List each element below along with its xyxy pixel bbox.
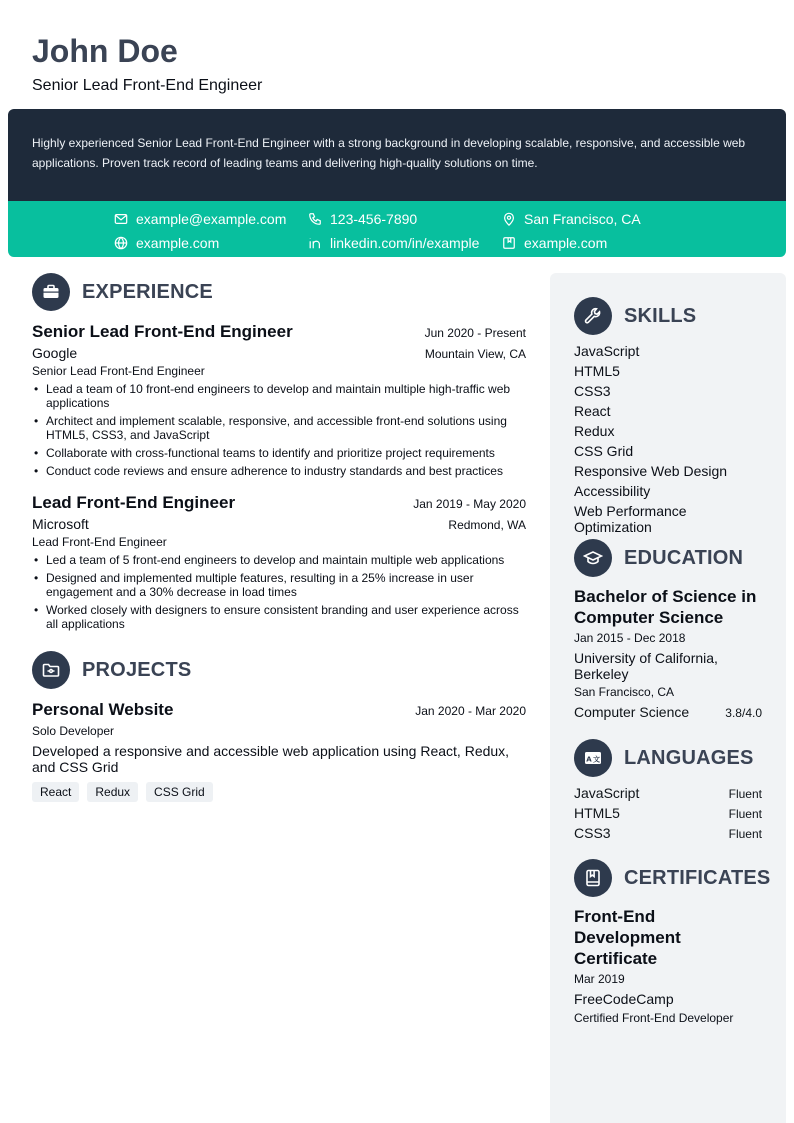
education-gpa: 3.8/4.0 <box>725 706 762 720</box>
mail-icon <box>114 212 128 226</box>
project-title: Personal Website <box>32 700 174 719</box>
skill-item: JavaScript <box>574 343 640 359</box>
globe-icon <box>114 236 128 250</box>
projects-heading <box>32 651 526 689</box>
phone-icon <box>308 212 322 226</box>
skill-item: Web Performance Optimization <box>574 503 687 535</box>
contact-bar <box>8 201 786 257</box>
job-location: Mountain View, CA <box>424 347 526 361</box>
certificate-date: Mar 2019 <box>574 972 625 986</box>
job-bullet: • Lead a team of 10 front-end engineers to develop and maintain multiple high-traffic web applications <box>32 382 526 410</box>
skill-item: React <box>574 403 611 419</box>
language-row <box>574 825 762 841</box>
phone-text: 123-456-7890 <box>330 211 418 227</box>
graduation-cap-icon <box>574 539 612 577</box>
summary-section <box>8 109 786 201</box>
languages-list <box>574 785 762 841</box>
linkedin-text: linkedin.com/in/example <box>330 235 480 251</box>
project-tags <box>32 782 526 802</box>
contact-portfolio[interactable] <box>502 234 607 252</box>
education-field: Computer Science <box>574 704 690 720</box>
job-role: Lead Front-End Engineer <box>32 535 167 549</box>
skill-item: Redux <box>574 423 615 439</box>
skill-item: Accessibility <box>574 483 651 499</box>
website-text: example.com <box>136 235 220 251</box>
job-company: Microsoft <box>32 516 89 532</box>
job-bullet: • Worked closely with designers to ensure consistent branding and user experience across all applications <box>32 603 526 631</box>
contact-website[interactable] <box>114 234 219 252</box>
job-bullet: • Led a team of 5 front-end engineers to develop and maintain multiple web applications <box>32 553 526 567</box>
skills-title: SKILLS <box>624 304 697 327</box>
language-level: Fluent <box>728 807 762 821</box>
svg-text:文: 文 <box>593 755 600 764</box>
skills-list <box>574 343 762 535</box>
language-name: CSS3 <box>574 825 611 841</box>
project-entry <box>32 699 526 802</box>
language-level: Fluent <box>728 827 762 841</box>
job-bullet: • Architect and implement scalable, responsive, and accessible front-end solutions using HTML5, CSS3, and JavaScript <box>32 414 526 442</box>
language-row <box>574 785 762 801</box>
translate-icon <box>574 739 612 777</box>
languages-title: LANGUAGES <box>624 746 754 769</box>
certificate-name: Front-End Development Certificate <box>574 907 681 968</box>
job-date: Jun 2020 - Present <box>424 326 526 340</box>
contact-location <box>502 210 641 228</box>
location-text: San Francisco, CA <box>524 211 641 227</box>
job-bullet: • Conduct code reviews and ensure adherence to industry standards and best practices <box>32 464 526 478</box>
job-bullet: • Collaborate with cross-functional teams to identify and prioritize project requirements <box>32 446 526 460</box>
contact-email[interactable] <box>114 210 286 228</box>
job-bullets <box>32 553 526 631</box>
job-bullet: • Designed and implemented multiple features, resulting in a 25% increase in user engagement and a 30% decrease in load times <box>32 571 526 599</box>
certificates-title: CERTIFICATES <box>624 866 771 889</box>
language-name: JavaScript <box>574 785 640 801</box>
project-tag: Redux <box>87 782 138 802</box>
job-entry <box>32 492 526 631</box>
candidate-name: John Doe <box>32 33 178 69</box>
education-heading <box>574 539 762 577</box>
education-title: EDUCATION <box>624 546 744 569</box>
projects-title: PROJECTS <box>82 658 192 681</box>
wrench-icon <box>574 297 612 335</box>
education-date: Jan 2015 - Dec 2018 <box>574 631 686 645</box>
experience-heading <box>32 273 526 311</box>
job-entry <box>32 321 526 478</box>
job-location: Redmond, WA <box>448 518 526 532</box>
education-location: San Francisco, CA <box>574 685 675 699</box>
project-tag: CSS Grid <box>146 782 213 802</box>
certificate-detail: Certified Front-End Developer <box>574 1011 734 1025</box>
skill-item: HTML5 <box>574 363 620 379</box>
candidate-title: Senior Lead Front-End Engineer <box>32 77 263 94</box>
job-role: Senior Lead Front-End Engineer <box>32 364 205 378</box>
summary-text: Highly experienced Senior Lead Front-End Engineer with a strong background in developing scalable, responsive, and accessible web applications. Proven track record of leading teams and delivering high-quality solutions on time. <box>32 136 746 170</box>
project-description: Developed a responsive and accessible web application using React, Redux, and CSS Grid <box>32 743 510 775</box>
project-role: Solo Developer <box>32 724 115 738</box>
education-school: University of California, Berkeley <box>574 650 718 682</box>
job-date: Jan 2019 - May 2020 <box>413 497 526 511</box>
job-title: Senior Lead Front-End Engineer <box>32 322 293 341</box>
education-field-row <box>574 704 762 720</box>
folder-icon <box>32 651 70 689</box>
email-text: example@example.com <box>136 211 287 227</box>
portfolio-icon <box>502 236 516 250</box>
certificates-heading <box>574 859 771 897</box>
main-column <box>32 273 526 802</box>
linkedin-icon <box>308 236 322 250</box>
briefcase-icon <box>32 273 70 311</box>
skills-heading <box>574 297 762 335</box>
job-company: Google <box>32 345 78 361</box>
contact-linkedin[interactable] <box>308 234 479 252</box>
experience-title: EXPERIENCE <box>82 280 213 303</box>
portfolio-text: example.com <box>524 235 608 251</box>
svg-text:A: A <box>586 755 592 764</box>
language-row <box>574 805 762 821</box>
resume-header <box>32 33 762 96</box>
location-pin-icon <box>502 212 516 226</box>
skill-item: CSS3 <box>574 383 611 399</box>
contact-phone[interactable] <box>308 210 417 228</box>
certificate-issuer: FreeCodeCamp <box>574 991 674 1007</box>
language-name: HTML5 <box>574 805 620 821</box>
skill-item: Responsive Web Design <box>574 463 728 479</box>
skill-item: CSS Grid <box>574 443 634 459</box>
language-level: Fluent <box>728 787 762 801</box>
education-degree: Bachelor of Science in Computer Science <box>574 587 757 627</box>
bookmark-book-icon <box>574 859 612 897</box>
project-date: Jan 2020 - Mar 2020 <box>415 704 526 718</box>
job-title: Lead Front-End Engineer <box>32 493 236 512</box>
project-tag: React <box>32 782 79 802</box>
sidebar <box>550 273 786 1123</box>
languages-heading <box>574 739 762 777</box>
job-bullets <box>32 382 526 478</box>
